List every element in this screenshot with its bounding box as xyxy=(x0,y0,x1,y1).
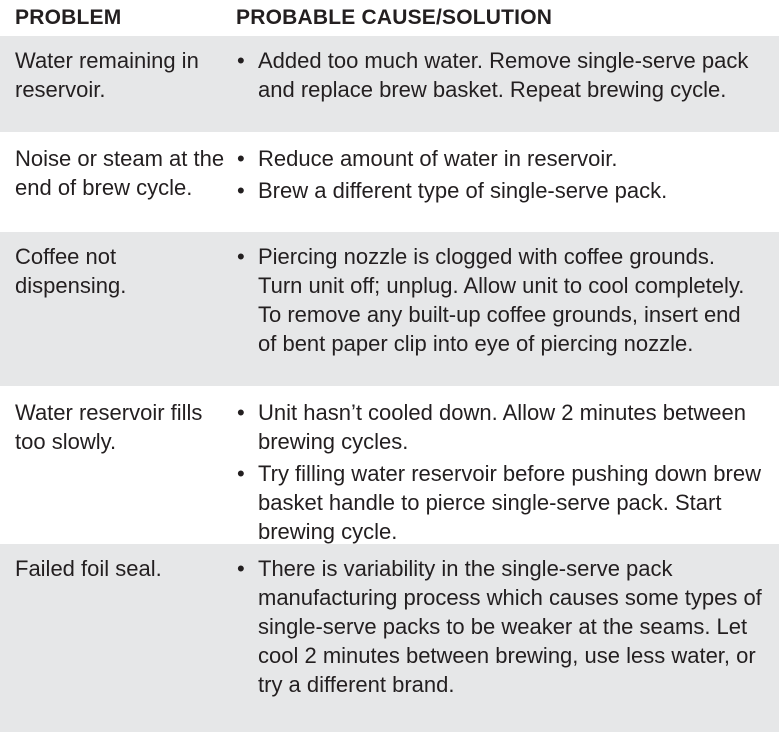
bullet-glyph: • xyxy=(237,178,245,203)
table-row xyxy=(0,36,779,134)
solution-bullet xyxy=(236,176,765,205)
bullet-text: Unit hasn’t cooled down. Allow 2 minutes between brewing cycles. xyxy=(258,400,746,454)
solution-bullet xyxy=(236,459,765,546)
problem-cell: Water remaining in reservoir. xyxy=(15,48,199,102)
table-row xyxy=(0,388,779,544)
bullet-text: There is variability in the single-serve pack manufacturing process which causes some types of single-serve packs to be weaker at the seams. Let cool 2 minutes between brewing, use less water, or try a different brand. xyxy=(258,556,762,697)
bullet-text: Piercing nozzle is clogged with coffee grounds. Turn unit off; unplug. Allow unit to cool completely. To remove any built-up coffee grounds, insert end of bent paper clip into eye of piercing nozzle. xyxy=(258,244,745,356)
bullet-text: Brew a different type of single-serve pack. xyxy=(258,178,668,203)
table-row xyxy=(0,544,779,734)
solution-cell xyxy=(236,36,779,132)
bullet-text: Reduce amount of water in reservoir. xyxy=(258,146,618,171)
solution-cell xyxy=(236,544,779,732)
table-header xyxy=(0,0,779,36)
bullet-glyph: • xyxy=(237,400,245,425)
bullet-glyph: • xyxy=(237,48,245,73)
solution-cell xyxy=(236,134,779,230)
bullet-glyph: • xyxy=(237,244,245,269)
problem-cell: Noise or steam at the end of brew cycle. xyxy=(15,146,225,200)
problem-cell: Water reservoir fills too slowly. xyxy=(15,400,203,454)
problem-cell: Failed foil seal. xyxy=(15,556,162,581)
solution-bullet xyxy=(236,144,765,173)
solution-cell xyxy=(236,232,779,386)
solution-bullet xyxy=(236,242,765,358)
header-solution: PROBABLE CAUSE/SOLUTION xyxy=(236,6,553,29)
solution-bullet xyxy=(236,554,765,699)
solution-bullet xyxy=(236,398,765,456)
bullet-glyph: • xyxy=(237,146,245,171)
bullet-glyph: • xyxy=(237,556,245,581)
problem-cell: Coffee not dispensing. xyxy=(15,244,127,298)
table-row xyxy=(0,134,779,232)
header-problem: PROBLEM xyxy=(15,6,122,29)
table-row xyxy=(0,232,779,388)
bullet-text: Added too much water. Remove single-serve pack and replace brew basket. Repeat brewing cycle. xyxy=(258,48,749,102)
solution-bullet xyxy=(236,46,765,104)
solution-cell xyxy=(236,388,779,542)
bullet-text: Try filling water reservoir before pushing down brew basket handle to pierce single-serve pack. Start brewing cycle. xyxy=(258,461,761,544)
bullet-glyph: • xyxy=(237,461,245,486)
